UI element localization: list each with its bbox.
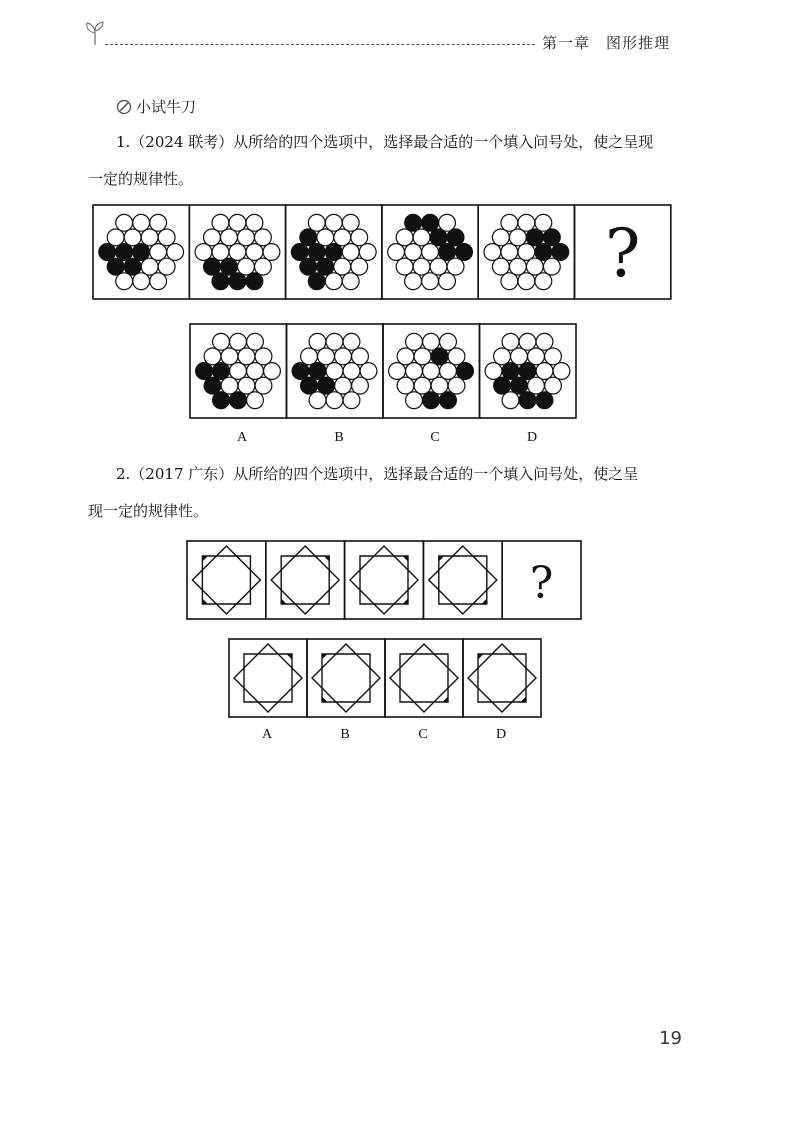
cluster-circle (133, 273, 150, 290)
cluster-circle (255, 348, 272, 365)
question-2-line-1: 2.（2017 广东）从所给的四个选项中，选择最合适的一个填入问号处，使之呈 (116, 465, 639, 483)
cluster-circle (116, 214, 133, 231)
cluster-circle (308, 214, 325, 231)
cluster-circle (502, 363, 519, 380)
page-number: 19 (659, 1028, 682, 1049)
cluster-circle (448, 377, 465, 394)
cluster-circle (406, 333, 423, 350)
question-mark: ? (604, 215, 641, 292)
cluster-circle (359, 244, 376, 261)
cluster-circle (300, 258, 317, 275)
shaded-corner (403, 599, 408, 604)
cluster-circle (431, 377, 448, 394)
cluster-circle (519, 392, 536, 409)
shaded-corner (202, 599, 207, 604)
cluster-circle (396, 229, 413, 246)
q2-option-label-d: D (495, 727, 507, 742)
cluster-circle (334, 258, 351, 275)
cluster-circle (292, 363, 309, 380)
cluster-circle (423, 392, 440, 409)
cluster-circle (431, 348, 448, 365)
cluster-circle (230, 363, 247, 380)
cluster-circle (389, 363, 406, 380)
cluster-circle (150, 273, 167, 290)
cluster-circle (423, 333, 440, 350)
cluster-circle (326, 333, 343, 350)
cluster-circle (246, 244, 263, 261)
cluster-circle (255, 258, 272, 275)
cluster-circle (511, 377, 528, 394)
cluster-circle (124, 258, 141, 275)
cluster-circle (212, 244, 229, 261)
cluster-circle (213, 392, 230, 409)
cluster-circle (317, 229, 334, 246)
cluster-circle (167, 244, 184, 261)
cluster-circle (212, 214, 229, 231)
cluster-circle (343, 392, 360, 409)
question-2-stem-figure (186, 540, 582, 620)
cluster-circle (484, 244, 501, 261)
panel-frame (345, 541, 424, 619)
cluster-circle (107, 258, 124, 275)
cluster-circle (413, 229, 430, 246)
question-1-line-2: 一定的规律性。 (88, 170, 194, 188)
cluster-circle (141, 229, 158, 246)
shaded-corner (481, 599, 486, 604)
section-title: 小试牛刀 (136, 98, 197, 116)
cluster-circle (414, 348, 431, 365)
cluster-circle (423, 363, 440, 380)
question-mark: ? (529, 558, 554, 609)
cluster-circle (553, 363, 570, 380)
cluster-circle (440, 392, 457, 409)
cluster-circle (519, 333, 536, 350)
cluster-circle (439, 214, 456, 231)
cluster-circle (213, 363, 230, 380)
cluster-circle (221, 229, 238, 246)
cluster-circle (519, 363, 536, 380)
cluster-circle (528, 348, 545, 365)
cluster-circle (518, 244, 535, 261)
cluster-circle (238, 377, 255, 394)
cluster-circle (204, 348, 221, 365)
q2-option-label-a: A (261, 727, 273, 742)
question-2-line-2: 现一定的规律性。 (88, 502, 209, 520)
shaded-corner (403, 556, 408, 561)
cluster-circle (325, 273, 342, 290)
cluster-circle (317, 258, 334, 275)
shaded-corner (478, 654, 483, 659)
option-frame (229, 639, 307, 717)
cluster-circle (447, 229, 464, 246)
shaded-corner (322, 697, 327, 702)
cluster-circle (325, 214, 342, 231)
cluster-circle (501, 244, 518, 261)
cluster-circle (552, 244, 569, 261)
cluster-circle (492, 258, 509, 275)
cluster-circle (335, 377, 352, 394)
cluster-circle (492, 229, 509, 246)
cluster-circle (543, 229, 560, 246)
cluster-circle (352, 348, 369, 365)
cluster-circle (518, 214, 535, 231)
cluster-circle (422, 214, 439, 231)
cluster-circle (528, 377, 545, 394)
cluster-circle (535, 273, 552, 290)
cluster-circle (351, 229, 368, 246)
cluster-circle (536, 392, 553, 409)
cluster-circle (246, 214, 263, 231)
cluster-circle (247, 363, 264, 380)
cluster-circle (150, 244, 167, 261)
cluster-circle (509, 258, 526, 275)
option-frame (307, 639, 385, 717)
cluster-circle (545, 377, 562, 394)
shaded-corner (322, 654, 327, 659)
cluster-circle (263, 244, 280, 261)
cluster-circle (526, 229, 543, 246)
q1-option-label-a: A (236, 430, 248, 445)
question-1-options-figure (189, 323, 577, 419)
cluster-circle (502, 333, 519, 350)
cluster-circle (247, 392, 264, 409)
cluster-circle (430, 258, 447, 275)
pencil-icon (116, 99, 132, 119)
section-heading (116, 96, 196, 119)
cluster-circle (439, 244, 456, 261)
cluster-circle (196, 363, 213, 380)
cluster-circle (535, 244, 552, 261)
option-frame (385, 639, 463, 717)
cluster-circle (413, 258, 430, 275)
cluster-circle (318, 377, 335, 394)
cluster-circle (343, 333, 360, 350)
leaf-icon (84, 20, 106, 50)
cluster-circle (158, 229, 175, 246)
cluster-circle (342, 273, 359, 290)
cluster-circle (502, 392, 519, 409)
shaded-corner (443, 697, 448, 702)
question-1-stem-figure (92, 204, 672, 300)
cluster-circle (141, 258, 158, 275)
cluster-circle (213, 333, 230, 350)
cluster-circle (221, 348, 238, 365)
cluster-circle (318, 348, 335, 365)
cluster-circle (405, 244, 422, 261)
cluster-circle (255, 377, 272, 394)
panel-frame (423, 541, 502, 619)
cluster-circle (238, 229, 255, 246)
question-2-options-figure (228, 638, 542, 718)
cluster-circle (501, 214, 518, 231)
cluster-circle (526, 258, 543, 275)
shaded-corner (439, 556, 444, 561)
cluster-circle (352, 377, 369, 394)
cluster-circle (456, 244, 473, 261)
cluster-circle (535, 214, 552, 231)
cluster-circle (309, 333, 326, 350)
cluster-circle (343, 363, 360, 380)
cluster-circle (405, 273, 422, 290)
cluster-circle (230, 333, 247, 350)
cluster-circle (406, 363, 423, 380)
cluster-circle (494, 377, 511, 394)
shaded-corner (521, 697, 526, 702)
cluster-circle (360, 363, 377, 380)
cluster-circle (448, 348, 465, 365)
cluster-circle (430, 229, 447, 246)
q2-option-label-b: B (340, 727, 350, 742)
shaded-corner (202, 556, 207, 561)
cluster-circle (414, 377, 431, 394)
cluster-circle (247, 333, 264, 350)
cluster-circle (439, 273, 456, 290)
cluster-circle (494, 348, 511, 365)
cluster-circle (300, 229, 317, 246)
header-rule (105, 44, 535, 45)
panel-frame (266, 541, 345, 619)
cluster-circle (150, 214, 167, 231)
chapter-title: 第一章 图形推理 (541, 34, 670, 52)
cluster-circle (440, 333, 457, 350)
cluster-circle (545, 348, 562, 365)
cluster-circle (229, 273, 246, 290)
cluster-circle (518, 273, 535, 290)
cluster-circle (396, 258, 413, 275)
cluster-circle (447, 258, 464, 275)
cluster-circle (335, 348, 352, 365)
cluster-circle (501, 273, 518, 290)
cluster-circle (116, 273, 133, 290)
cluster-circle (536, 333, 553, 350)
q1-option-label-c: C (430, 430, 440, 445)
cluster-circle (230, 392, 247, 409)
shaded-corner (324, 556, 329, 561)
cluster-circle (291, 244, 308, 261)
cluster-circle (326, 363, 343, 380)
cluster-circle (536, 363, 553, 380)
cluster-circle (405, 214, 422, 231)
cluster-circle (397, 348, 414, 365)
cluster-circle (406, 392, 423, 409)
q1-option-label-d: D (526, 430, 538, 445)
cluster-circle (221, 377, 238, 394)
cluster-circle (221, 258, 238, 275)
cluster-circle (301, 348, 318, 365)
cluster-circle (397, 377, 414, 394)
cluster-circle (388, 244, 405, 261)
cluster-circle (255, 229, 272, 246)
cluster-circle (485, 363, 502, 380)
cluster-circle (309, 363, 326, 380)
cluster-circle (238, 348, 255, 365)
cluster-circle (195, 244, 212, 261)
shaded-corner (281, 599, 286, 604)
cluster-circle (133, 244, 150, 261)
q2-option-label-c: C (418, 727, 428, 742)
cluster-circle (351, 258, 368, 275)
question-2-text (88, 456, 688, 530)
cluster-circle (124, 229, 141, 246)
cluster-circle (325, 244, 342, 261)
cluster-circle (229, 244, 246, 261)
panel-frame (187, 541, 266, 619)
cluster-circle (264, 363, 281, 380)
cluster-circle (133, 214, 150, 231)
cluster-circle (457, 363, 474, 380)
cluster-circle (422, 273, 439, 290)
cluster-circle (422, 244, 439, 261)
cluster-circle (99, 244, 116, 261)
cluster-circle (246, 273, 263, 290)
cluster-circle (212, 273, 229, 290)
shaded-corner (287, 654, 292, 659)
cluster-circle (342, 214, 359, 231)
cluster-circle (301, 377, 318, 394)
cluster-circle (309, 392, 326, 409)
cluster-circle (509, 229, 526, 246)
option-frame (463, 639, 541, 717)
question-1-line-1: 1.（2024 联考）从所给的四个选项中，选择最合适的一个填入问号处，使之呈现 (116, 133, 654, 151)
cluster-circle (326, 392, 343, 409)
cluster-circle (204, 229, 221, 246)
cluster-circle (543, 258, 560, 275)
cluster-circle (229, 214, 246, 231)
cluster-circle (238, 258, 255, 275)
cluster-circle (308, 273, 325, 290)
question-1-text (88, 124, 688, 198)
cluster-circle (204, 377, 221, 394)
q1-option-label-b: B (334, 430, 344, 445)
cluster-circle (342, 244, 359, 261)
cluster-circle (308, 244, 325, 261)
cluster-circle (116, 244, 133, 261)
cluster-circle (107, 229, 124, 246)
cluster-circle (204, 258, 221, 275)
cluster-circle (440, 363, 457, 380)
cluster-circle (334, 229, 351, 246)
cluster-circle (158, 258, 175, 275)
cluster-circle (511, 348, 528, 365)
